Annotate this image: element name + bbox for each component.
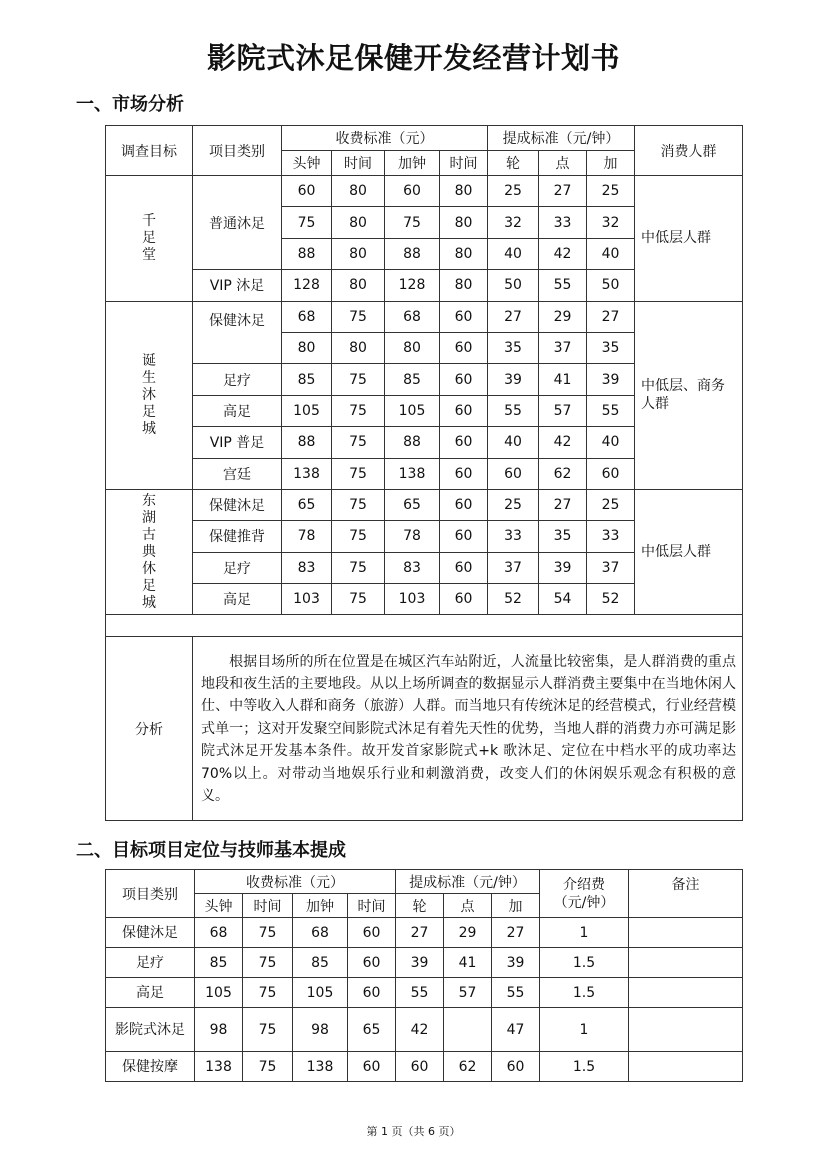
table-cell: 138 xyxy=(293,1052,348,1082)
table-cell: 27 xyxy=(492,918,540,948)
item-category: 高足 xyxy=(193,395,282,426)
table-cell: 60 xyxy=(488,458,539,489)
table-cell: 27 xyxy=(539,489,587,520)
table-cell: 98 xyxy=(293,1008,348,1052)
table-cell: 60 xyxy=(396,1052,444,1082)
venue-name-char: 堂 xyxy=(142,246,156,263)
table-cell: 80 xyxy=(440,176,488,207)
header-sub-column: 点 xyxy=(539,151,587,176)
table-cell: 80 xyxy=(332,238,385,269)
table-cell: 128 xyxy=(385,270,440,301)
item-category: VIP 沐足 xyxy=(193,270,282,301)
venue-name-char: 生 xyxy=(142,369,156,386)
section-target-project-heading: 二、目标项目定位与技师基本提成 xyxy=(76,840,346,861)
table-cell: 27 xyxy=(539,176,587,207)
header-item-category: 项目类别 xyxy=(106,870,195,918)
table-cell: 75 xyxy=(385,207,440,238)
header-notes: 备注 xyxy=(629,870,743,918)
table-cell: 39 xyxy=(396,948,444,978)
table-cell: 32 xyxy=(587,207,635,238)
venue-name xyxy=(106,489,193,615)
table-cell: 62 xyxy=(539,458,587,489)
venue-name xyxy=(106,301,193,489)
table-cell: 55 xyxy=(488,395,539,426)
header-sub-column: 头钟 xyxy=(282,151,332,176)
table-cell: 68 xyxy=(282,301,332,332)
header-sub-column: 时间 xyxy=(348,894,396,918)
table-cell: 75 xyxy=(243,918,293,948)
header-sub-column: 加 xyxy=(587,151,635,176)
table-cell: 60 xyxy=(440,458,488,489)
venue-name-char: 诞 xyxy=(142,352,156,369)
venue-name-char: 城 xyxy=(142,594,156,611)
table-cell: 27 xyxy=(587,301,635,332)
table-cell: 85 xyxy=(282,364,332,395)
table-cell: 33 xyxy=(488,521,539,552)
table-cell: 60 xyxy=(348,978,396,1008)
table-cell: 50 xyxy=(587,270,635,301)
header-intro-fee-line: 介绍费 xyxy=(563,876,606,893)
table-cell: 35 xyxy=(539,521,587,552)
table-cell: 27 xyxy=(488,301,539,332)
header-intro-fee-line: （元/钟） xyxy=(553,894,615,911)
header-intro-fee xyxy=(540,870,629,918)
intro-fee-cell: 1.5 xyxy=(540,978,629,1008)
item-category: 高足 xyxy=(106,978,195,1008)
page-footer: 第 1 页（共 6 页） xyxy=(366,1125,461,1138)
table-cell: 105 xyxy=(293,978,348,1008)
table-cell: 78 xyxy=(282,521,332,552)
table-cell: 35 xyxy=(488,332,539,363)
table-cell: 55 xyxy=(492,978,540,1008)
table-cell: 80 xyxy=(332,332,385,363)
note-cell xyxy=(629,1008,743,1052)
market-survey-table xyxy=(105,125,743,821)
item-category: 保健沐足 xyxy=(193,489,282,520)
venue-name-char: 足 xyxy=(142,229,156,246)
venue-name-char: 千 xyxy=(142,212,156,229)
document-title: 影院式沐足保健开发经营计划书 xyxy=(206,41,620,75)
table-cell: 54 xyxy=(539,584,587,615)
blank-row xyxy=(106,615,743,637)
venue-name xyxy=(106,176,193,302)
note-cell xyxy=(629,918,743,948)
table-cell: 75 xyxy=(332,395,385,426)
intro-fee-cell: 1.5 xyxy=(540,1052,629,1082)
table-cell: 75 xyxy=(282,207,332,238)
table-cell: 80 xyxy=(332,207,385,238)
table-cell: 55 xyxy=(587,395,635,426)
venue-name-char: 典 xyxy=(142,543,156,560)
table-cell: 55 xyxy=(396,978,444,1008)
table-cell: 32 xyxy=(488,207,539,238)
venue-name-char: 休 xyxy=(142,560,156,577)
table-cell: 55 xyxy=(539,270,587,301)
item-category: 足疗 xyxy=(193,552,282,583)
table-cell: 75 xyxy=(332,458,385,489)
table-cell: 29 xyxy=(444,918,492,948)
table-cell: 75 xyxy=(243,1008,293,1052)
table-cell: 39 xyxy=(488,364,539,395)
item-category: 保健沐足 xyxy=(193,301,282,364)
table-cell: 60 xyxy=(440,332,488,363)
header-sub-column: 加钟 xyxy=(385,151,440,176)
table-cell: 88 xyxy=(385,427,440,458)
table-cell: 60 xyxy=(385,176,440,207)
table-cell: 60 xyxy=(348,1052,396,1082)
table-cell: 42 xyxy=(539,238,587,269)
table-cell: 80 xyxy=(332,176,385,207)
table-cell: 37 xyxy=(488,552,539,583)
item-category: 高足 xyxy=(193,584,282,615)
table-cell: 39 xyxy=(587,364,635,395)
table-cell: 25 xyxy=(587,489,635,520)
table-cell: 25 xyxy=(488,176,539,207)
table-cell: 60 xyxy=(440,584,488,615)
table-cell: 103 xyxy=(385,584,440,615)
table-cell: 88 xyxy=(282,238,332,269)
table-cell: 138 xyxy=(282,458,332,489)
table-cell: 75 xyxy=(332,489,385,520)
intro-fee-cell: 1.5 xyxy=(540,948,629,978)
header-sub-column: 时间 xyxy=(243,894,293,918)
table-cell: 105 xyxy=(385,395,440,426)
table-cell: 47 xyxy=(492,1008,540,1052)
table-cell: 98 xyxy=(195,1008,243,1052)
table-cell: 65 xyxy=(385,489,440,520)
table-cell: 35 xyxy=(587,332,635,363)
item-category: 宫廷 xyxy=(193,458,282,489)
table-cell: 128 xyxy=(282,270,332,301)
table-cell: 29 xyxy=(539,301,587,332)
table-cell: 80 xyxy=(440,270,488,301)
header-survey-target: 调查目标 xyxy=(106,126,193,176)
header-commission-standard: 提成标准（元/钟） xyxy=(488,126,635,151)
header-sub-column: 点 xyxy=(444,894,492,918)
consumer-group: 中低层人群 xyxy=(635,176,743,302)
table-cell: 42 xyxy=(539,427,587,458)
header-sub-column: 加钟 xyxy=(293,894,348,918)
header-sub-column: 时间 xyxy=(440,151,488,176)
table-cell: 83 xyxy=(282,552,332,583)
intro-fee-cell: 1 xyxy=(540,918,629,948)
table-cell: 65 xyxy=(282,489,332,520)
table-cell: 75 xyxy=(243,1052,293,1082)
consumer-group: 中低层、商务人群 xyxy=(635,301,743,489)
note-cell xyxy=(629,1052,743,1082)
note-cell xyxy=(629,978,743,1008)
table-cell: 75 xyxy=(332,552,385,583)
table-cell: 65 xyxy=(348,1008,396,1052)
table-cell: 88 xyxy=(282,427,332,458)
analysis-label: 分析 xyxy=(106,637,193,821)
table-cell: 60 xyxy=(587,458,635,489)
consumer-group: 中低层人群 xyxy=(635,489,743,615)
header-fee-standard: 收费标准（元） xyxy=(282,126,488,151)
item-category: 保健沐足 xyxy=(106,918,195,948)
header-fee-standard: 收费标准（元） xyxy=(195,870,396,894)
venue-name-char: 沐 xyxy=(142,386,156,403)
analysis-text-cell xyxy=(193,637,743,821)
table-cell: 103 xyxy=(282,584,332,615)
header-commission-standard: 提成标准（元/钟） xyxy=(396,870,540,894)
target-project-table xyxy=(105,869,743,1082)
section-market-analysis-heading: 一、市场分析 xyxy=(76,94,184,115)
table-cell: 40 xyxy=(488,427,539,458)
table-cell: 80 xyxy=(282,332,332,363)
header-sub-column: 头钟 xyxy=(195,894,243,918)
table-cell: 60 xyxy=(440,395,488,426)
intro-fee-cell: 1 xyxy=(540,1008,629,1052)
table-cell xyxy=(444,1008,492,1052)
table-cell: 60 xyxy=(440,489,488,520)
table-cell: 57 xyxy=(539,395,587,426)
table-cell: 40 xyxy=(488,238,539,269)
table-cell: 37 xyxy=(587,552,635,583)
header-sub-column: 时间 xyxy=(332,151,385,176)
table-cell: 37 xyxy=(539,332,587,363)
table-cell: 88 xyxy=(385,238,440,269)
table-cell: 52 xyxy=(587,584,635,615)
table-cell: 105 xyxy=(195,978,243,1008)
table-cell: 39 xyxy=(539,552,587,583)
table-cell: 60 xyxy=(348,918,396,948)
table-cell: 42 xyxy=(396,1008,444,1052)
table-cell: 62 xyxy=(444,1052,492,1082)
table-cell: 60 xyxy=(492,1052,540,1082)
table-cell: 138 xyxy=(385,458,440,489)
item-category: 足疗 xyxy=(193,364,282,395)
table-cell: 85 xyxy=(195,948,243,978)
item-category: 保健按摩 xyxy=(106,1052,195,1082)
table-cell: 50 xyxy=(488,270,539,301)
item-category: 保健推背 xyxy=(193,521,282,552)
item-category: 影院式沐足 xyxy=(106,1008,195,1052)
table-cell: 75 xyxy=(243,948,293,978)
table-cell: 75 xyxy=(332,301,385,332)
table-cell: 33 xyxy=(539,207,587,238)
table-cell: 39 xyxy=(492,948,540,978)
table-cell: 27 xyxy=(396,918,444,948)
item-category: 普通沐足 xyxy=(193,176,282,270)
table-cell: 60 xyxy=(440,301,488,332)
table-cell: 60 xyxy=(282,176,332,207)
venue-name-char: 湖 xyxy=(142,509,156,526)
table-cell: 60 xyxy=(440,552,488,583)
table-cell: 40 xyxy=(587,427,635,458)
table-cell: 83 xyxy=(385,552,440,583)
table-cell: 85 xyxy=(293,948,348,978)
item-category: VIP 普足 xyxy=(193,427,282,458)
table-cell: 75 xyxy=(332,584,385,615)
venue-name-char: 东 xyxy=(142,492,156,509)
item-category: 足疗 xyxy=(106,948,195,978)
table-cell: 33 xyxy=(587,521,635,552)
table-cell: 60 xyxy=(440,427,488,458)
table-cell: 85 xyxy=(385,364,440,395)
table-cell: 41 xyxy=(539,364,587,395)
table-cell: 68 xyxy=(195,918,243,948)
analysis-text: 根据目场所的所在位置是在城区汽车站附近，人流量比较密集，是人群消费的重点地段和夜生活的主要地段。从以上场所调查的数据显示人群消费主要集中在当地休闲人仕、中等收入人群和商务（旅游）人群。而当地只有传统沐足的经营模式，行业经营模式单一；这对开发聚空间影院式沐足有着先天性的优势，当地人群的消费力亦可满足影院式沐足开发基本条件。故开发首家影院式+k 歌沐足、定位在中档水平的成功率达 70%以上。对带动当地娱乐行业和刺激消费，改变人们的休闲娱乐观念有积极的意义。 xyxy=(201,653,737,804)
table-cell: 78 xyxy=(385,521,440,552)
table-cell: 80 xyxy=(440,207,488,238)
table-cell: 80 xyxy=(440,238,488,269)
table-cell: 75 xyxy=(332,427,385,458)
table-cell: 68 xyxy=(293,918,348,948)
table-cell: 138 xyxy=(195,1052,243,1082)
table-cell: 60 xyxy=(440,521,488,552)
header-sub-column: 轮 xyxy=(396,894,444,918)
table-cell: 57 xyxy=(444,978,492,1008)
venue-name-char: 城 xyxy=(142,420,156,437)
table-cell: 25 xyxy=(587,176,635,207)
venue-name-char: 古 xyxy=(142,526,156,543)
table-cell: 41 xyxy=(444,948,492,978)
table-cell: 75 xyxy=(243,978,293,1008)
venue-name-char: 足 xyxy=(142,577,156,594)
table-cell: 40 xyxy=(587,238,635,269)
table-cell: 80 xyxy=(385,332,440,363)
table-cell: 52 xyxy=(488,584,539,615)
header-sub-column: 加 xyxy=(492,894,540,918)
table-cell: 25 xyxy=(488,489,539,520)
header-item-category: 项目类别 xyxy=(193,126,282,176)
table-cell: 105 xyxy=(282,395,332,426)
table-cell: 60 xyxy=(348,948,396,978)
table-cell: 68 xyxy=(385,301,440,332)
note-cell xyxy=(629,948,743,978)
table-cell: 60 xyxy=(440,364,488,395)
venue-name-char: 足 xyxy=(142,403,156,420)
header-sub-column: 轮 xyxy=(488,151,539,176)
table-cell: 75 xyxy=(332,521,385,552)
table-cell: 75 xyxy=(332,364,385,395)
table-cell: 80 xyxy=(332,270,385,301)
header-consumer-group: 消费人群 xyxy=(635,126,743,176)
